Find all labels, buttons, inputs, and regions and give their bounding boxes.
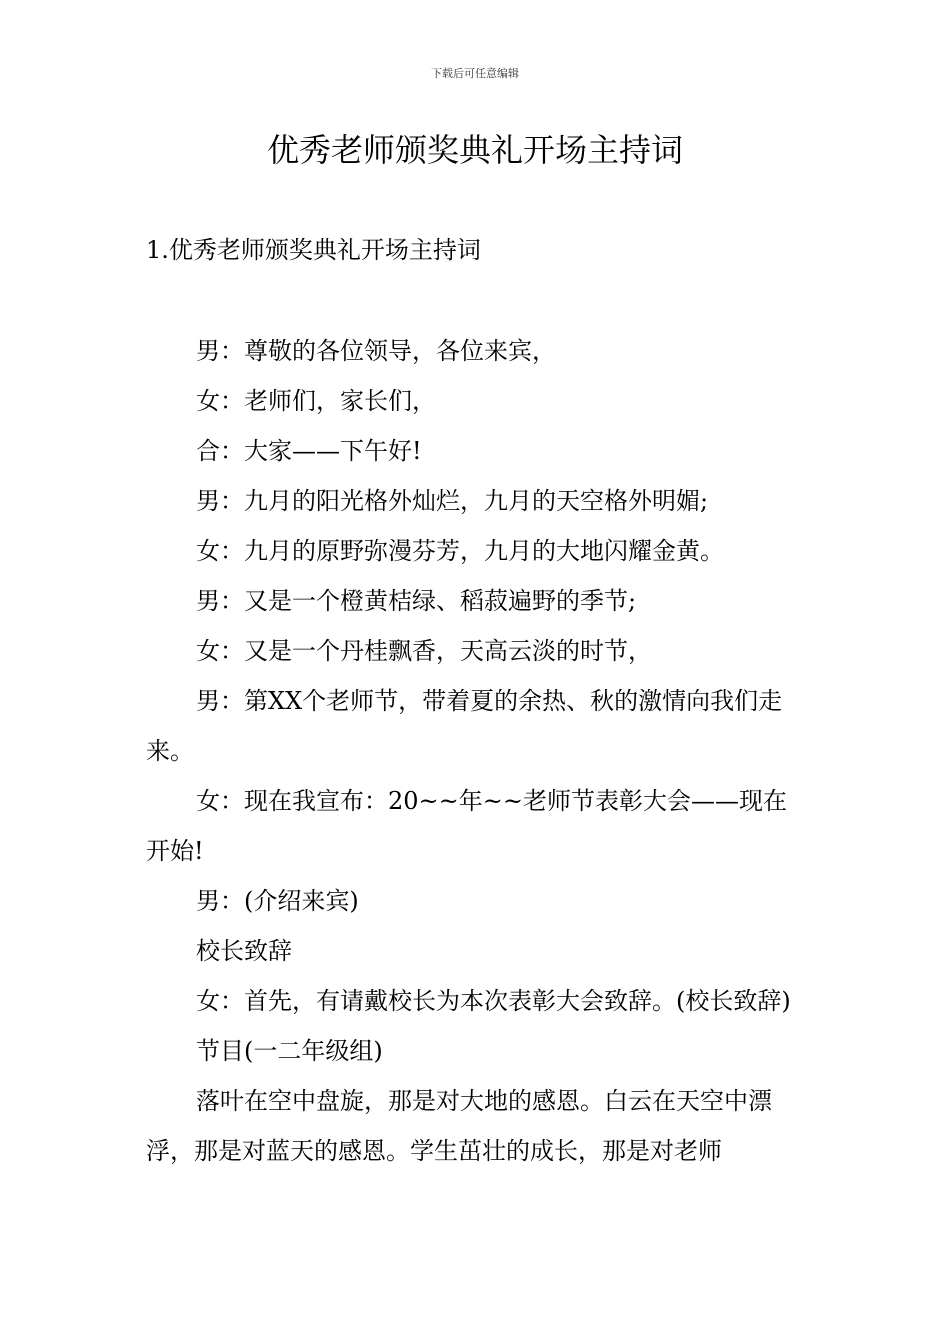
- paragraph-season: 男：又是一个橙黄桔绿、稻菽遍野的季节;: [196, 587, 637, 615]
- paragraph-greeting-female: 女：老师们，家长们，: [196, 387, 436, 415]
- section-heading: 1.优秀老师颁奖典礼开场主持词: [146, 236, 481, 264]
- body-text: [146, 326, 806, 1176]
- paragraph-september-fields: 女：九月的原野弥漫芬芳，九月的大地闪耀金黄。: [196, 537, 724, 565]
- paragraph-announcement: 女：现在我宣布：20~~年~~老师节表彰大会——现在开始!: [146, 787, 787, 865]
- paragraph-osmanthus: 女：又是一个丹桂飘香，天高云淡的时节，: [196, 637, 652, 665]
- paragraph-teachers-day: 男：第XX个老师节，带着夏的余热、秋的激情向我们走来。: [146, 687, 783, 765]
- paragraph-gratitude: 落叶在空中盘旋，那是对大地的感恩。白云在天空中漂浮，那是对蓝天的感恩。学生茁壮的成长，那是对老师: [146, 1087, 772, 1165]
- paragraph-introduce-guests: 男：(介绍来宾): [196, 887, 359, 915]
- paragraph-principal-speech-heading: 校长致辞: [196, 937, 292, 965]
- document-title: 优秀老师颁奖典礼开场主持词: [266, 131, 683, 169]
- paragraph-principal-invite: 女：首先，有请戴校长为本次表彰大会致辞。(校长致辞): [196, 987, 791, 1015]
- paragraph-greeting-together: 合：大家——下午好!: [196, 437, 422, 465]
- paragraph-program-heading: 节目(一二年级组): [196, 1037, 383, 1065]
- paragraph-greeting-male: 男：尊敬的各位领导，各位来宾，: [196, 337, 556, 365]
- paragraph-september-sun: 男：九月的阳光格外灿烂，九月的天空格外明媚;: [196, 487, 709, 515]
- header-note: 下载后可任意编辑: [431, 67, 519, 80]
